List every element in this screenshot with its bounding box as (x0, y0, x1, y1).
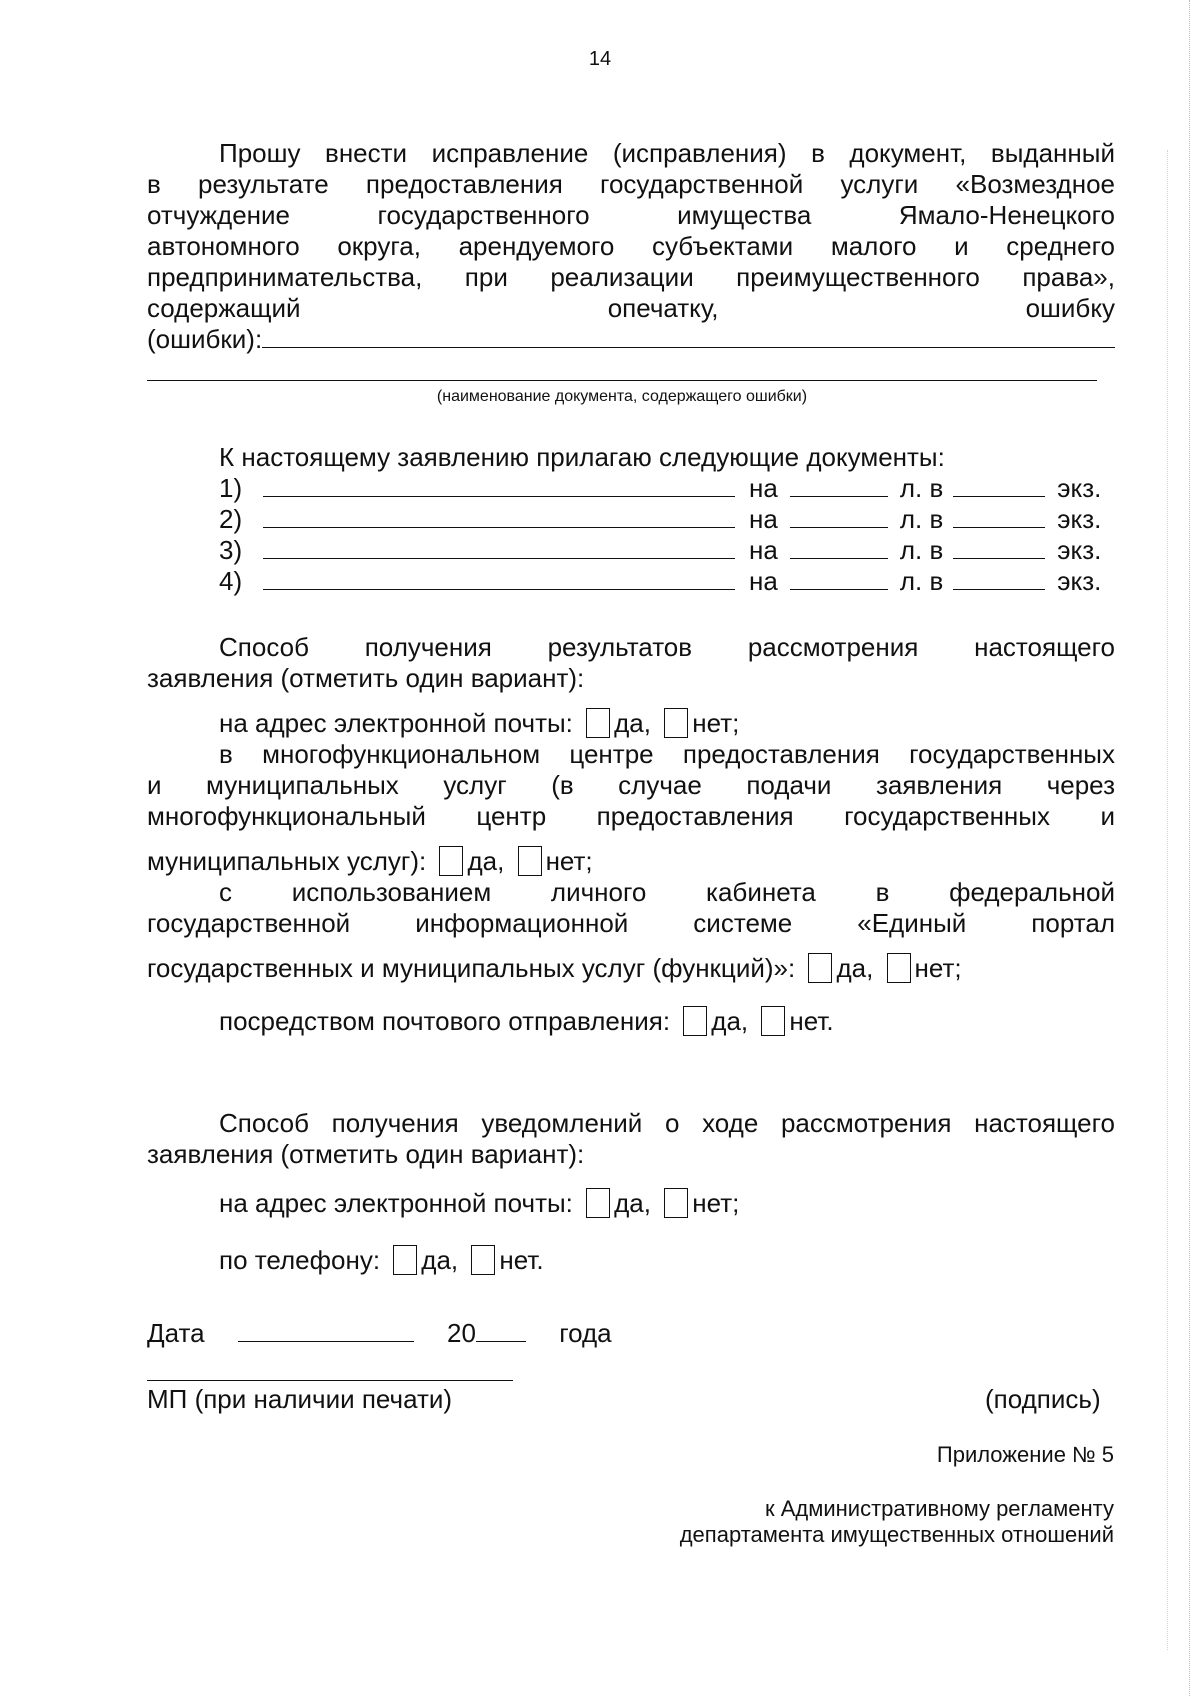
appendix-title: Приложение № 5 (936, 1442, 1114, 1467)
checkbox-no[interactable] (664, 1188, 688, 1218)
checkbox-no[interactable] (518, 846, 542, 876)
result-option-portal-line: с использованием личного кабинета в федеральной (219, 877, 1115, 907)
appendix-line: к Административному регламенту (764, 1496, 1114, 1521)
result-option-portal-line: государственной информационной системе «Единый портал (147, 908, 1115, 938)
attachment-lv-label: л. в (899, 504, 944, 534)
intro-line: содержащий опечатку, ошибку (147, 293, 1115, 323)
attachment-sheets-line[interactable] (790, 536, 888, 559)
option-label: муниципальных услуг): (147, 846, 427, 876)
option-label: на адрес электронной почты: (219, 1188, 573, 1218)
page-edge-dotted (1189, 0, 1190, 1696)
stamp-line[interactable] (147, 1380, 513, 1381)
date-row (147, 1318, 847, 1349)
attachment-number: 4) (219, 566, 243, 596)
attachment-row (219, 566, 1115, 597)
attachment-row (219, 535, 1115, 566)
attachment-name-line[interactable] (263, 536, 735, 559)
yes-label: да, (711, 1006, 749, 1036)
intro-line: Прошу внести исправление (исправления) в документ, выданный (219, 138, 1115, 168)
attachment-lv-label: л. в (899, 566, 944, 596)
attachment-row (219, 504, 1115, 535)
results-heading-line: заявления (отметить один вариант): (147, 663, 585, 693)
result-option-mfc (147, 846, 1115, 877)
intro-paragraph (147, 138, 1115, 355)
no-label: нет. (789, 1006, 834, 1036)
intro-line: предпринимательства, при реализации преимущественного права», (147, 262, 1115, 292)
result-option-email (219, 708, 1115, 739)
attachment-sheets-line[interactable] (790, 567, 888, 590)
date-year-line[interactable] (476, 1319, 526, 1342)
attachments-section (147, 442, 1115, 597)
attachment-ekz-label: экз. (1057, 473, 1102, 503)
attachment-number: 2) (219, 504, 243, 534)
option-label: по телефону: (219, 1245, 381, 1275)
result-option-portal (147, 953, 1115, 984)
results-heading-line: Способ получения результатов рассмотрения настоящего (219, 632, 1115, 662)
checkbox-yes[interactable] (393, 1245, 417, 1275)
notifications-heading-line: заявления (отметить один вариант): (147, 1139, 585, 1169)
notification-option-phone (219, 1245, 1115, 1276)
no-label: нет. (499, 1245, 544, 1275)
yes-label: да, (467, 846, 505, 876)
page-edge-dotted-inner (1167, 150, 1168, 1650)
yes-label: да, (614, 1188, 651, 1218)
attachment-na-label: на (749, 535, 778, 565)
no-label: нет; (545, 846, 593, 876)
stamp-label: МП (при наличии печати) (147, 1384, 453, 1414)
attachment-lv-label: л. в (899, 535, 944, 565)
document-name-input-line[interactable] (147, 380, 1097, 381)
notifications-method-section (147, 1108, 1115, 1276)
attachment-copies-line[interactable] (953, 505, 1045, 528)
result-option-post (219, 1006, 1115, 1037)
attachment-copies-line[interactable] (953, 567, 1045, 590)
yes-label: да, (614, 708, 651, 738)
attachment-name-line[interactable] (263, 505, 735, 528)
checkbox-yes[interactable] (808, 953, 832, 983)
date-year-suffix: года (559, 1318, 612, 1348)
document-name-caption: (наименование документа, содержащего ошибки) (436, 388, 808, 405)
no-label: нет; (692, 1188, 740, 1218)
attachment-ekz-label: экз. (1057, 504, 1102, 534)
notification-option-email (219, 1188, 1115, 1219)
yes-label: да, (836, 953, 874, 983)
option-label: государственных и муниципальных услуг (функций)»: (147, 953, 796, 983)
attachment-name-line[interactable] (263, 474, 735, 497)
date-label: Дата (147, 1318, 205, 1348)
intro-line: автономного округа, арендуемого субъектами малого и среднего (147, 231, 1115, 261)
intro-line: отчуждение государственного имущества Ямало-Ненецкого (147, 200, 1115, 230)
checkbox-no[interactable] (887, 953, 911, 983)
checkbox-no[interactable] (761, 1006, 785, 1036)
page-number: 14 (588, 48, 612, 70)
attachment-lv-label: л. в (899, 473, 944, 503)
result-option-mfc-line: многофункциональный центр предоставления государственных и (147, 801, 1115, 831)
appendix-line: департамента имущественных отношений (679, 1522, 1114, 1547)
errors-input-line[interactable] (262, 327, 1115, 348)
attachment-copies-line[interactable] (953, 536, 1045, 559)
date-day-month-line[interactable] (238, 1319, 414, 1342)
attachment-na-label: на (749, 473, 778, 503)
date-year-prefix: 20 (447, 1318, 476, 1348)
attachment-sheets-line[interactable] (790, 505, 888, 528)
results-method-section (147, 632, 1115, 1037)
checkbox-no[interactable] (471, 1245, 495, 1275)
result-option-mfc-line: в многофункциональном центре предоставления государственных (219, 739, 1115, 769)
result-option-mfc-line: и муниципальных услуг (в случае подачи заявления через (147, 770, 1115, 800)
error-field-row (147, 324, 1115, 355)
attachment-row (219, 473, 1115, 504)
attachment-ekz-label: экз. (1057, 535, 1102, 565)
checkbox-yes[interactable] (439, 846, 463, 876)
checkbox-yes[interactable] (586, 1188, 610, 1218)
errors-label: (ошибки): (147, 324, 263, 354)
option-label: посредством почтового отправления: (219, 1006, 671, 1036)
attachment-number: 1) (219, 473, 243, 503)
yes-label: да, (421, 1245, 459, 1275)
attachment-name-line[interactable] (263, 567, 735, 590)
attachment-copies-line[interactable] (953, 474, 1045, 497)
attachments-title: К настоящему заявлению прилагаю следующие документы: (219, 442, 945, 472)
attachment-na-label: на (749, 504, 778, 534)
checkbox-yes[interactable] (683, 1006, 707, 1036)
option-label: на адрес электронной почты: (219, 708, 573, 738)
no-label: нет; (692, 708, 740, 738)
checkbox-no[interactable] (664, 708, 688, 738)
attachment-sheets-line[interactable] (790, 474, 888, 497)
notifications-heading-line: Способ получения уведомлений о ходе рассмотрения настоящего (219, 1108, 1115, 1138)
checkbox-yes[interactable] (586, 708, 610, 738)
attachment-number: 3) (219, 535, 243, 565)
attachment-ekz-label: экз. (1057, 566, 1102, 596)
signature-label: (подпись) (985, 1384, 1101, 1414)
intro-line: в результате предоставления государственной услуги «Возмездное (147, 169, 1115, 199)
attachment-na-label: на (749, 566, 778, 596)
no-label: нет; (914, 953, 962, 983)
